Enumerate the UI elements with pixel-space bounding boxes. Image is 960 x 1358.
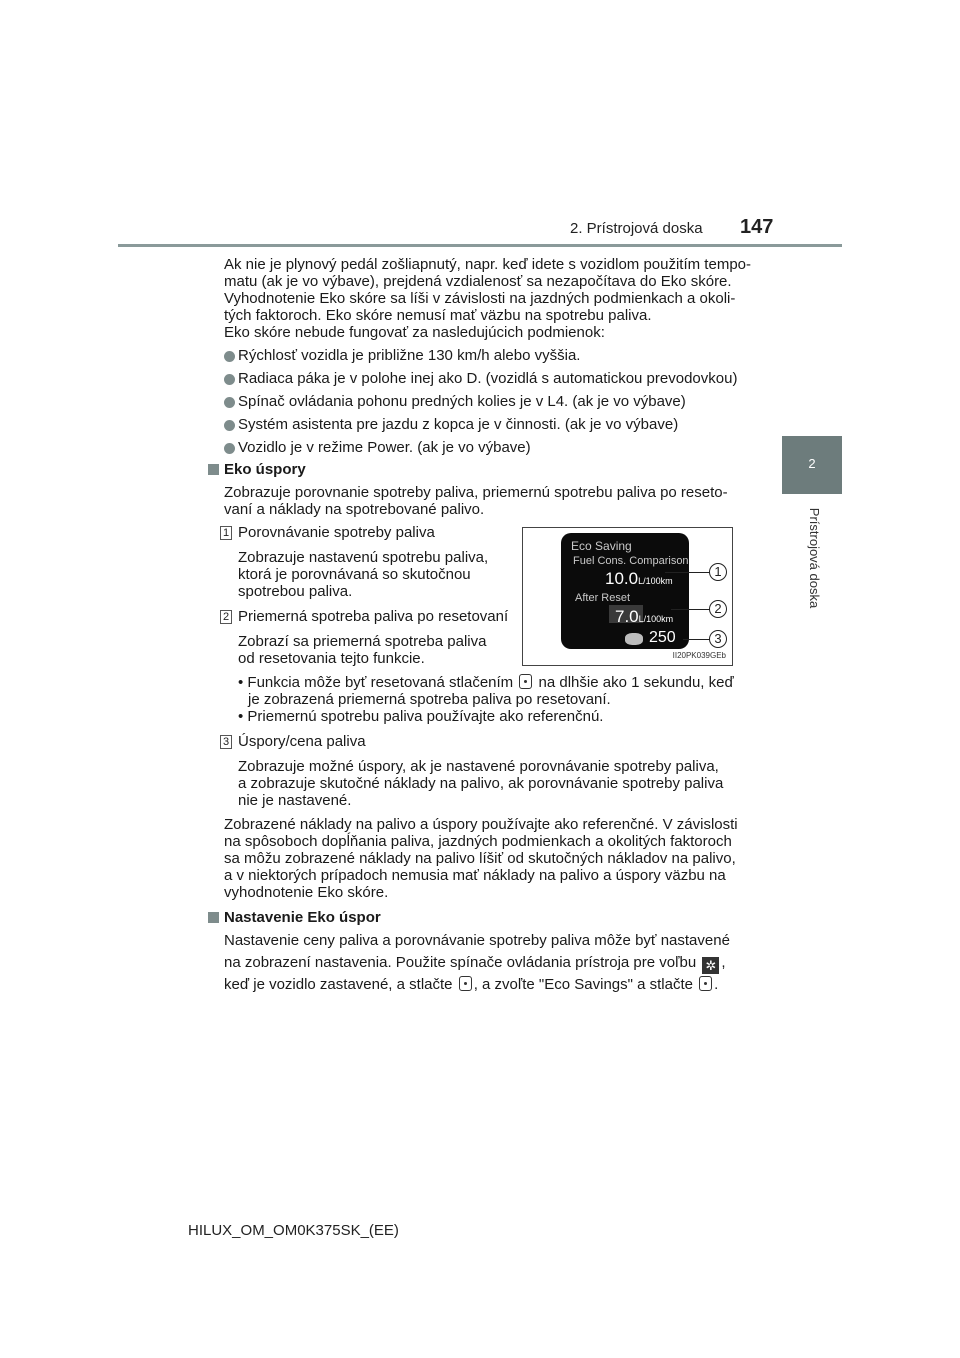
item2-text-2: od resetovania tejto funkcie. [238,650,425,667]
bullet-icon [224,443,235,454]
closing-line-5: vyhodnotenie Eko skóre. [224,884,389,901]
page-number: 147 [740,216,774,238]
condition-item: Radiaca páka je v polohe inej ako D. (vozidlá s automatickou prevodovkou) [238,370,738,387]
callout-marker: 3 [709,630,727,648]
chapter-number: 2 [808,456,816,471]
intro-line-1: Ak nie je plynový pedál zošliapnutý, napr. keď idete s vozidlom použitím tempo- [224,256,751,273]
section-title: 2. Prístrojová doska [570,220,703,237]
bullet-icon [224,374,235,385]
item2-title: Priemerná spotreba paliva po resetovaní [238,608,509,625]
avg-fuel-value: 7.0L/100km [615,607,674,626]
after-reset-label: After Reset [575,592,631,604]
bullet-icon [224,420,235,431]
condition-item: Spínač ovládania pohonu predných kolies je v L4. (ak je vo výbave) [238,393,686,410]
ok-button-icon [519,674,532,689]
section-square-icon [208,912,219,923]
item3-title: Úspory/cena paliva [238,733,366,750]
nastavenie-heading: Nastavenie Eko úspor [224,909,381,926]
callout-line [671,609,710,610]
note-1-line-2: je zobrazená priemerná spotreba paliva po resetovaní. [248,691,611,708]
intro-line-4: tých faktoroch. Eko skóre nemusí mať väzbu na spotrebu paliva. [224,307,652,324]
intro-line-2: matu (ak je vo výbave), prejdená vzdialenosť sa nezapočítava do Eko skóre. [224,273,732,290]
screen-title: Eco Saving [571,539,632,553]
bullet-icon [224,397,235,408]
item-number-badge: 3 [220,735,232,749]
nastavenie-line-3: keď je vozidlo zastavené, a stlačte , a zvoľte "Eco Savings" a stlačte . [224,976,719,993]
nastavenie-line-2: na zobrazení nastavenia. Použite spínače ovládania prístroja pre voľbu ✲ , [224,954,726,973]
item1-text-2: ktorá je porovnávaná so skutočnou [238,566,471,583]
document-code: HILUX_OM_OM0K375SK_(EE) [188,1222,399,1239]
item3-text-3: nie je nastavené. [238,792,352,809]
item-number-badge: 2 [220,610,232,624]
closing-line-4: a v niektorých prípadoch nemusia mať náklady na palivo a úspory väzbu na [224,867,726,884]
note-2: • Priemernú spotrebu paliva používajte ako referenčnú. [238,708,604,725]
chapter-tab [782,436,842,494]
item-number-badge: 1 [220,526,232,540]
eko-uspory-heading: Eko úspory [224,461,306,478]
closing-line-1: Zobrazené náklady na palivo a úspory používajte ako referenčné. V závislosti [224,816,738,833]
unit-label: L/100km [638,576,673,586]
nastavenie-line-1: Nastavenie ceny paliva a porovnávanie spotreby paliva môže byť nastavené [224,932,730,949]
eco-saving-figure [522,527,733,666]
item2-text-1: Zobrazí sa priemerná spotreba paliva [238,633,487,650]
section-square-icon [208,464,219,475]
note-1: • Funkcia môže byť resetovaná stlačením na dlhšie ako 1 sekundu, keď [238,674,734,691]
set-fuel-value: 10.0L/100km [605,569,673,588]
closing-line-2: na spôsoboch dopĺňania paliva, jazdných podmienkach a okolitých faktoroch [224,833,732,850]
closing-line-3: sa môžu zobrazené náklady na palivo líšiť od skutočných nákladov na palivo, [224,850,736,867]
condition-item: Rýchlosť vozidla je približne 130 km/h alebo vyššia. [238,347,581,364]
item3-text-1: Zobrazuje možné úspory, ak je nastavené porovnávanie spotreby paliva, [238,758,719,775]
eko-uspory-desc-1: Zobrazuje porovnanie spotreby paliva, priemernú spotrebu paliva po reseto- [224,484,728,501]
bullet-icon [224,351,235,362]
unit-label: L/100km [638,614,674,624]
chapter-title: Prístrojová doska [807,507,822,609]
item1-title: Porovnávanie spotreby paliva [238,524,435,541]
settings-gear-icon: ✲ [702,957,719,974]
intro-line-3: Vyhodnotenie Eko skóre sa líši v závislosti na jazdných podmienkach a okoli- [224,290,736,307]
callout-line [665,572,710,573]
callout-line [683,639,710,640]
item3-text-2: a zobrazuje skutočné náklady na palivo, ak porovnávanie spotreby paliva [238,775,724,792]
callout-marker: 1 [709,563,727,581]
intro-line-5: Eko skóre nebude fungovať za nasledujúcich podmienok: [224,324,605,341]
screen-subtitle: Fuel Cons. Comparison [573,555,689,567]
ok-button-icon [699,976,712,991]
item1-text-3: spotrebou paliva. [238,583,353,600]
ok-button-icon [459,976,472,991]
figure-code: II20PK039GEb [672,651,726,660]
callout-marker: 2 [709,600,727,618]
condition-item: Systém asistenta pre jazdu z kopca je v činnosti. (ak je vo výbave) [238,416,679,433]
savings-value: 250 [649,629,676,646]
coin-icon [625,633,643,645]
eko-uspory-desc-2: vaní a náklady na spotrebované palivo. [224,501,485,518]
header-divider [118,244,842,247]
condition-item: Vozidlo je v režime Power. (ak je vo výbave) [238,439,531,456]
item1-text-1: Zobrazuje nastavenú spotrebu paliva, [238,549,489,566]
display-screen [561,533,689,649]
